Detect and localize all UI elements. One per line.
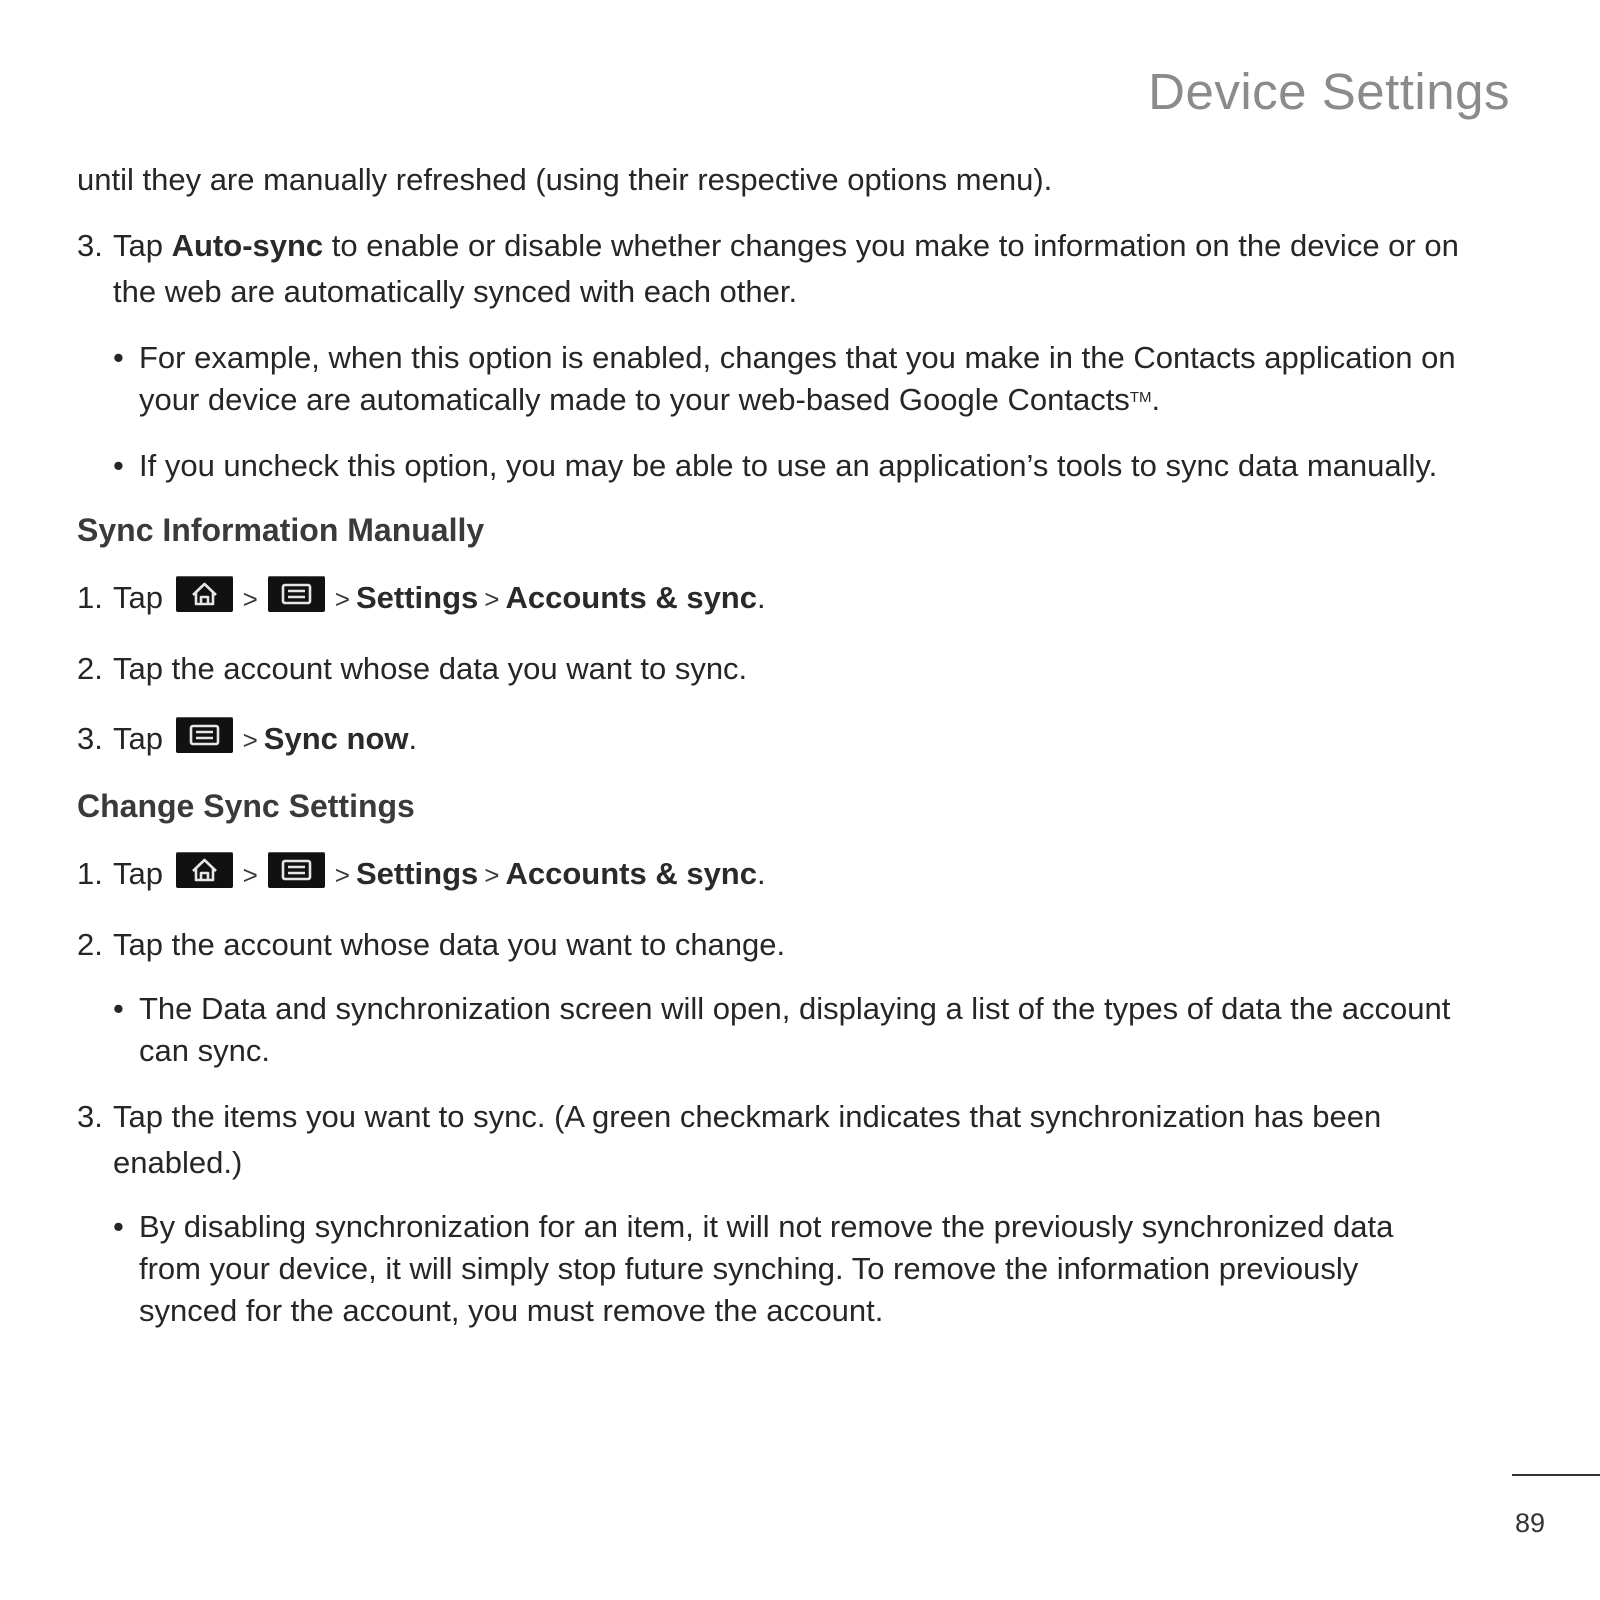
step-number: 1.: [77, 856, 103, 891]
sync-manually-step-1: [77, 575, 1517, 622]
step-text: Tap: [113, 721, 163, 756]
change-sync-step-2: [77, 922, 1517, 968]
bullet-item: [77, 988, 1517, 1072]
step-text: .: [756, 856, 766, 891]
separator: >: [484, 860, 500, 890]
bullet-line: The Data and synchronization screen will open, displaying a list of the types of data the account: [139, 991, 1451, 1026]
menu-icon: [268, 852, 325, 888]
step-text: Tap: [113, 580, 163, 615]
separator: >: [334, 584, 350, 614]
separator: >: [334, 860, 350, 890]
separator: >: [242, 584, 258, 614]
step-number: 1.: [77, 580, 103, 615]
home-icon: [176, 576, 233, 612]
bullet-line: For example, when this option is enabled, changes that you make in the Contacts application on: [139, 340, 1456, 375]
menu-icon: [268, 576, 325, 612]
step-text: Tap the account whose data you want to change.: [113, 927, 786, 962]
step-text: to enable or disable whether changes you make to information on the device or on: [323, 228, 1459, 263]
page-header-title: Device Settings: [1148, 63, 1510, 120]
intro-paragraph: until they are manually refreshed (using their respective options menu).: [77, 162, 1053, 197]
bullet-text: your device are automatically made to your web-based Google Contacts: [139, 382, 1130, 417]
step-number: 3.: [77, 721, 103, 756]
menu-icon: [176, 717, 233, 753]
step-text: .: [756, 580, 766, 615]
step-text: Tap the account whose data you want to sync.: [113, 651, 748, 686]
bullet-dot: •: [113, 448, 124, 483]
bullet-line: can sync.: [139, 1033, 270, 1068]
bullet-line: If you uncheck this option, you may be able to use an application’s tools to sync data manually.: [139, 448, 1438, 483]
section-heading-change-sync: Change Sync Settings: [77, 788, 415, 824]
step-line: enabled.): [113, 1145, 243, 1180]
step-number: 2.: [77, 651, 103, 686]
step-number: 2.: [77, 927, 103, 962]
change-sync-step-3: [77, 1094, 1517, 1186]
autosync-term: Auto-sync: [171, 228, 324, 263]
bullet-text: .: [1151, 382, 1161, 417]
bullet-item: [77, 1206, 1517, 1332]
bullet-dot: •: [113, 991, 124, 1026]
separator: >: [242, 725, 258, 755]
bullet-line: from your device, it will simply stop future synching. To remove the information previously: [139, 1251, 1359, 1286]
autosync-step: [77, 223, 1517, 315]
document-body: [77, 157, 1517, 1332]
accounts-sync-term: Accounts & sync: [505, 856, 757, 891]
step-number: 3.: [77, 228, 103, 263]
bullet-line: By disabling synchronization for an item, it will not remove the previously synchronized data: [139, 1209, 1394, 1244]
step-text: .: [408, 721, 418, 756]
bullet-line: synced for the account, you must remove the account.: [139, 1293, 884, 1328]
footer-rule: [1512, 1474, 1600, 1476]
section-heading-sync-manually: Sync Information Manually: [77, 512, 485, 548]
step-line: the web are automatically synced with each other.: [113, 274, 798, 309]
sync-manually-step-2: [77, 646, 1517, 692]
sync-now-term: Sync now: [263, 721, 409, 756]
bullet-line: [139, 379, 1517, 421]
separator: >: [484, 584, 500, 614]
bullet-dot: •: [113, 340, 124, 375]
bullet-item: [77, 445, 1517, 487]
step-number: 3.: [77, 1099, 103, 1134]
accounts-sync-term: Accounts & sync: [505, 580, 757, 615]
settings-term: Settings: [355, 856, 479, 891]
settings-term: Settings: [355, 580, 479, 615]
step-line: Tap the items you want to sync. (A green checkmark indicates that synchronization has been: [113, 1099, 1382, 1134]
sync-manually-step-3: [77, 716, 1517, 763]
bullet-dot: •: [113, 1209, 124, 1244]
trademark-mark: TM: [1129, 389, 1152, 406]
separator: >: [242, 860, 258, 890]
page-number: 89: [1514, 1508, 1545, 1538]
step-text: Tap: [113, 228, 172, 263]
step-line: [113, 223, 1517, 269]
home-icon: [176, 852, 233, 888]
step-text: Tap: [113, 856, 163, 891]
change-sync-step-1: [77, 851, 1517, 898]
bullet-item: [77, 337, 1517, 421]
